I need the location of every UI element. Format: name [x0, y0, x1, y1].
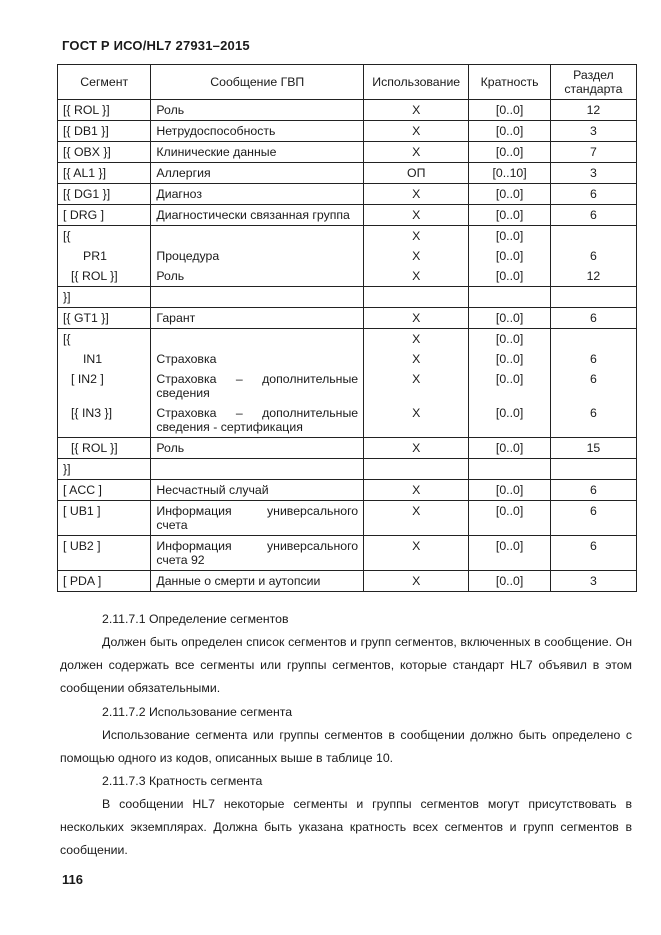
table-row [58, 287, 637, 308]
cell-multiplicity: [0..0] [469, 329, 551, 350]
cell-section [550, 226, 636, 247]
table-row [58, 438, 637, 459]
cell-segment: [{ OBX }] [58, 142, 151, 163]
cell-multiplicity [469, 287, 551, 308]
cell-multiplicity: [0..0] [469, 184, 551, 205]
cell-usage: X [364, 226, 469, 247]
column-header-segment: Сегмент [58, 65, 151, 100]
table-row [58, 459, 637, 480]
cell-section: 3 [550, 571, 636, 592]
section-number: 2.11.7.1 [102, 612, 146, 626]
cell-section [550, 329, 636, 350]
cell-section [550, 459, 636, 480]
cell-message [151, 329, 364, 350]
cell-message: Страховка [151, 349, 364, 369]
cell-usage: X [364, 246, 469, 266]
table-row [58, 571, 637, 592]
table-row [58, 369, 637, 403]
section-paragraph: В сообщении HL7 некоторые сегменты и группы сегментов могут присутствовать в нескольких экземплярах. Должна быть указана кратность всех сегментов и групп сегментов в сообщении. [60, 797, 632, 857]
cell-message: Информация универсального счета 92 [151, 536, 364, 571]
cell-segment: }] [58, 459, 151, 480]
cell-segment: }] [58, 287, 151, 308]
cell-message: Страховка – дополнительные сведения - сертификация [151, 403, 364, 438]
cell-multiplicity: [0..0] [469, 480, 551, 501]
cell-segment: [ PDA ] [58, 571, 151, 592]
cell-section: 6 [550, 480, 636, 501]
cell-message: Диагностически связанная группа [151, 205, 364, 226]
table-row [58, 403, 637, 438]
table-row [58, 121, 637, 142]
cell-usage: X [364, 403, 469, 438]
table-header-row [58, 65, 637, 100]
cell-multiplicity: [0..0] [469, 571, 551, 592]
cell-usage: ОП [364, 163, 469, 184]
cell-usage: X [364, 142, 469, 163]
cell-section: 3 [550, 121, 636, 142]
table-row [58, 308, 637, 329]
cell-multiplicity: [0..0] [469, 246, 551, 266]
table-row [58, 100, 637, 121]
table-row [58, 329, 637, 350]
cell-section: 6 [550, 403, 636, 438]
cell-usage: X [364, 205, 469, 226]
section-number: 2.11.7.2 [102, 705, 146, 719]
cell-message: Роль [151, 438, 364, 459]
cell-message: Диагноз [151, 184, 364, 205]
cell-segment: [ UB1 ] [58, 501, 151, 536]
cell-segment: [ IN2 ] [58, 369, 151, 403]
cell-multiplicity: [0..0] [469, 501, 551, 536]
cell-segment: IN1 [58, 349, 151, 369]
cell-segment: [{ [58, 329, 151, 350]
cell-section: 6 [550, 501, 636, 536]
cell-segment: [{ GT1 }] [58, 308, 151, 329]
cell-message: Данные о смерти и аутопсии [151, 571, 364, 592]
cell-usage: X [364, 349, 469, 369]
table-row [58, 184, 637, 205]
cell-section: 12 [550, 266, 636, 287]
cell-section: 6 [550, 536, 636, 571]
cell-usage: X [364, 184, 469, 205]
cell-multiplicity: [0..0] [469, 308, 551, 329]
page-number: 116 [62, 872, 83, 887]
cell-multiplicity: [0..0] [469, 142, 551, 163]
cell-section: 12 [550, 100, 636, 121]
table-row [58, 501, 637, 536]
section-paragraph: Должен быть определен список сегментов и групп сегментов, включенных в сообщение. Он должен содержать все сегменты или группы сегментов, которые стандарт HL7 объявил в этом сообщении обязательными. [60, 635, 632, 695]
section-heading [60, 770, 632, 793]
cell-multiplicity: [0..0] [469, 205, 551, 226]
cell-usage [364, 287, 469, 308]
cell-segment: [{ ROL }] [58, 266, 151, 287]
cell-message: Гарант [151, 308, 364, 329]
cell-section: 6 [550, 246, 636, 266]
table-row [58, 142, 637, 163]
cell-segment: [{ [58, 226, 151, 247]
section-title: Определение сегментов [148, 612, 289, 626]
cell-usage: X [364, 121, 469, 142]
section-paragraph: Использование сегмента или группы сегментов в сообщении должно быть определено с помощью одного из кодов, описанных выше в таблице 10. [60, 728, 632, 765]
cell-multiplicity: [0..0] [469, 536, 551, 571]
cell-message: Аллергия [151, 163, 364, 184]
cell-message: Роль [151, 100, 364, 121]
column-header-section: Раздел стандарта [550, 65, 636, 100]
cell-message [151, 459, 364, 480]
cell-message: Несчастный случай [151, 480, 364, 501]
section-number: 2.11.7.3 [102, 774, 146, 788]
cell-section: 3 [550, 163, 636, 184]
cell-multiplicity: [0..0] [469, 121, 551, 142]
cell-section: 7 [550, 142, 636, 163]
cell-segment: [{ AL1 }] [58, 163, 151, 184]
cell-multiplicity: [0..0] [469, 403, 551, 438]
cell-usage: X [364, 480, 469, 501]
cell-message: Информация универсального счета [151, 501, 364, 536]
cell-usage [364, 459, 469, 480]
cell-usage: X [364, 536, 469, 571]
section-title: Кратность сегмента [148, 774, 263, 788]
cell-message: Нетрудоспособность [151, 121, 364, 142]
document-header: ГОСТ Р ИСО/HL7 27931–2015 [62, 38, 250, 53]
cell-section: 6 [550, 349, 636, 369]
cell-message [151, 287, 364, 308]
table-row [58, 163, 637, 184]
cell-usage: X [364, 501, 469, 536]
table-row [58, 480, 637, 501]
cell-section: 6 [550, 205, 636, 226]
cell-section: 6 [550, 369, 636, 403]
cell-message: Страховка – дополнительные сведения [151, 369, 364, 403]
cell-segment: [{ DG1 }] [58, 184, 151, 205]
cell-multiplicity: [0..0] [469, 266, 551, 287]
section-heading [60, 608, 632, 631]
column-header-message: Сообщение ГВП [151, 65, 364, 100]
cell-multiplicity: [0..0] [469, 100, 551, 121]
cell-segment: [ ACC ] [58, 480, 151, 501]
segments-table [57, 64, 637, 592]
cell-message: Роль [151, 266, 364, 287]
cell-usage: X [364, 266, 469, 287]
cell-segment: [ DRG ] [58, 205, 151, 226]
cell-usage: X [364, 308, 469, 329]
cell-section: 15 [550, 438, 636, 459]
cell-usage: X [364, 438, 469, 459]
cell-usage: X [364, 369, 469, 403]
cell-multiplicity: [0..0] [469, 349, 551, 369]
cell-section [550, 287, 636, 308]
cell-message: Клинические данные [151, 142, 364, 163]
cell-usage: X [364, 571, 469, 592]
table-row [58, 205, 637, 226]
cell-segment: [{ ROL }] [58, 438, 151, 459]
section-heading [60, 701, 632, 724]
cell-multiplicity: [0..0] [469, 226, 551, 247]
cell-segment: [{ ROL }] [58, 100, 151, 121]
cell-segment: [{ DB1 }] [58, 121, 151, 142]
column-header-multiplicity: Кратность [469, 65, 551, 100]
table-body [58, 100, 637, 592]
table-row [58, 536, 637, 571]
cell-multiplicity: [0..0] [469, 438, 551, 459]
cell-multiplicity: [0..0] [469, 369, 551, 403]
table-row [58, 226, 637, 247]
cell-usage: X [364, 100, 469, 121]
table-row [58, 266, 637, 287]
section-title: Использование сегмента [148, 705, 293, 719]
cell-segment: PR1 [58, 246, 151, 266]
cell-message [151, 226, 364, 247]
cell-multiplicity [469, 459, 551, 480]
cell-usage: X [364, 329, 469, 350]
cell-message: Процедура [151, 246, 364, 266]
cell-multiplicity: [0..10] [469, 163, 551, 184]
cell-section: 6 [550, 308, 636, 329]
column-header-usage: Использование [364, 65, 469, 100]
table-row [58, 246, 637, 266]
table-row [58, 349, 637, 369]
cell-segment: [{ IN3 }] [58, 403, 151, 438]
cell-segment: [ UB2 ] [58, 536, 151, 571]
cell-section: 6 [550, 184, 636, 205]
